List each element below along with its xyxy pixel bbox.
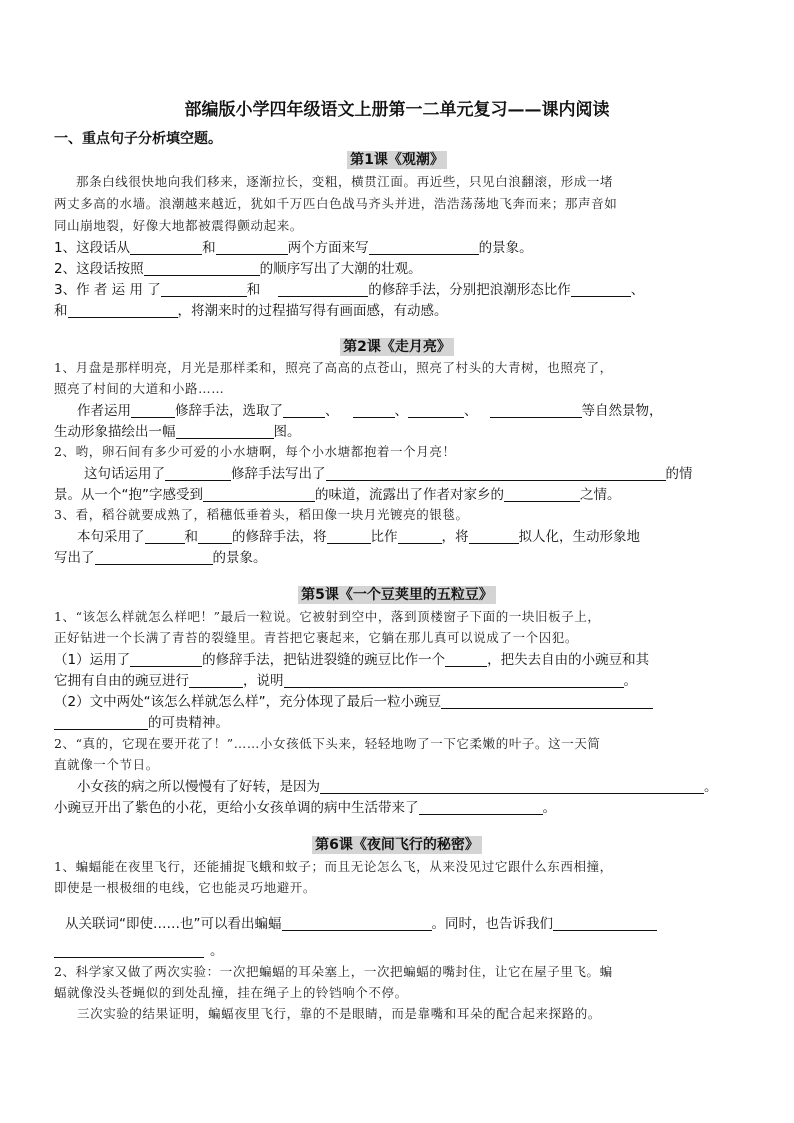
answer-blank[interactable] [571,282,631,297]
lesson-6-question-1: 从关联词“即使……也”可以看出蝙蝠 。同时，也告诉我们 [65,912,657,932]
answer-blank[interactable] [283,403,325,418]
lesson-1-question-3: 3、作 者 运 用 了 和 的修辞手法，分别把浪潮形态比作 、 [54,282,645,298]
lesson-2-title: 《走月亮》 [380,339,451,355]
answer-blank[interactable] [504,487,580,502]
answer-blank[interactable] [419,800,543,815]
answer-blank[interactable] [490,403,582,418]
answer-blank[interactable] [144,261,260,276]
lesson-1-question-3-cont: 和 ，将潮来时的过程描写得有画面感，有动感。 [54,303,448,319]
lesson-1-number: 第1课 [350,152,388,168]
lesson-2-question-2: 这句话运用了 修辞手法写出了 的情 [84,466,693,482]
lesson-2-question-2-cont: 景。从一个“抱”字感受到 的味道，流露出了作者对家乡的 之情。 [54,487,621,503]
lesson-2-passage-line: 照亮了村间的大道和小路…… [54,381,225,396]
lesson-2-question-3-cont: 写出了 的景象。 [54,550,267,566]
answer-blank[interactable] [284,673,624,688]
lesson-5-question-1-cont: 它拥有自由的豌豆进行 ，说明 。 [54,673,637,689]
answer-blank[interactable] [198,529,232,544]
lesson-6-passage-line: 1、蝙蝠能在夜里飞行，还能捕捉飞蛾和蚊子；而且无论怎么飞，从来没见过它跟什么东西相撞， [54,859,613,874]
lesson-5-passage-line: 1、“该怎么样就怎么样吧！”最后一粒说。它被射到空中，落到顶楼窗子下面的一块旧板子上， [54,609,601,624]
lesson-6-number: 第6课 [315,837,353,853]
lesson-2-question-1-cont: 生动形象描绘出一幅 图。 [54,424,301,440]
lesson-5-title: 《一个豆荚里的五粒豆》 [338,587,493,603]
lesson-2-heading [0,336,794,356]
answer-blank[interactable] [161,282,247,297]
answer-blank[interactable] [54,715,148,730]
answer-blank[interactable] [326,466,666,481]
lesson-5-number: 第5课 [301,587,339,603]
lesson-6-question-1-cont: 。 [54,939,224,959]
lesson-2-passage-line: 3、看，稻谷就要成熟了，稻穗低垂着头，稻田像一块月光镀亮的银毯。 [54,507,469,522]
lesson-6-title: 《夜间飞行的秘密》 [352,837,479,853]
lesson-2-passage-line: 1、月盘是那样明亮，月光是那样柔和，照亮了高高的点苍山，照亮了村头的大青树，也照亮了， [54,360,613,375]
answer-blank[interactable] [130,240,202,255]
lesson-2-number: 第2课 [343,339,381,355]
lesson-2-question-1: 作者运用 修辞手法，选取了 、 、 、 等自然景物， [77,403,663,419]
answer-blank[interactable] [131,403,175,418]
lesson-6-heading [0,834,794,854]
answer-blank[interactable] [327,529,371,544]
lesson-6-passage-line: 即使是一根极细的电线，它也能灵巧地避开。 [54,880,317,895]
answer-blank[interactable] [95,550,213,565]
answer-blank[interactable] [445,652,487,667]
answer-blank[interactable] [145,529,185,544]
answer-blank[interactable] [68,303,178,318]
answer-blank[interactable] [176,424,274,439]
answer-blank[interactable] [553,916,657,931]
lesson-6-passage-line: 三次实验的结果证明，蝙蝠夜里飞行，靠的不是眼睛，而是靠嘴和耳朵的配合起来探路的。 [77,1006,602,1021]
lesson-5-question-2-cont: 的可贵精神。 [54,711,229,731]
lesson-6-passage-line: 蝠就像没头苍蝇似的到处乱撞，挂在绳子上的铃铛响个不停。 [54,985,408,1000]
lesson-5-passage-line: 正好钻进一个长满了青苔的裂缝里。青苔把它裹起来，它躺在那儿真可以说成了一个囚犯。 [54,630,579,645]
answer-blank[interactable] [216,240,288,255]
lesson-5-passage-line: 2、“真的，它现在要开花了！”……小女孩低下头来，轻轻地吻了一下它柔嫩的叶子。这一天简 [54,736,601,751]
answer-blank[interactable] [353,403,395,418]
answer-blank[interactable] [441,694,653,709]
lesson-1-question-1: 1、这段话从 和 两个方面来写 的景象。 [54,240,533,256]
lesson-2-question-3: 本句采用了 和 的修辞手法，将 比作 ，将 拟人化，生动形象地 [77,529,640,545]
lesson-5-heading [0,584,794,604]
lesson-5-question-1: （1）运用了 的修辞手法，把钻进裂缝的豌豆比作一个 ，把失去自由的小豌豆和其 [54,652,650,668]
answer-blank[interactable] [469,529,519,544]
lesson-5-question-2: （2）文中两处“该怎么样就怎么样”，充分体现了最后一粒小豌豆 [54,690,653,710]
answer-blank[interactable] [189,673,243,688]
answer-blank[interactable] [278,282,368,297]
page-title: 部编版小学四年级语文上册第一二单元复习——课内阅读 [184,100,610,120]
lesson-1-question-2: 2、这段话按照 的顺序写出了大潮的壮观。 [54,261,422,277]
answer-blank[interactable] [408,403,464,418]
lesson-1-passage-line: 同山崩地裂，好像大地都被震得颤动起来。 [54,218,303,233]
answer-blank[interactable] [320,779,704,794]
lesson-1-passage-line: 那条白线很快地向我们移来，逐渐拉长，变粗，横贯江面。再近些，只见白浪翻滚，形成一堵 [76,174,614,189]
lesson-5-question-3: 小女孩的病之所以慢慢有了好转，是因为 。 [77,779,718,795]
lesson-1-heading [0,149,794,169]
lesson-1-title: 《观潮》 [387,152,444,168]
lesson-5-question-3-cont: 小豌豆开出了紫色的小花，更给小女孩单调的病中生活带来了 。 [54,800,556,816]
lesson-2-passage-line: 2、哟，卵石间有多少可爱的小水塘啊，每个小水塘都抱着一个月亮！ [54,444,456,459]
answer-blank[interactable] [54,943,204,958]
answer-blank[interactable] [282,916,432,931]
answer-blank[interactable] [165,466,231,481]
answer-blank[interactable] [203,487,315,502]
lesson-5-passage-line: 直就像一个节日。 [54,757,159,772]
lesson-1-passage-line: 两丈多高的水墙。浪潮越来越近，犹如千万匹白色战马齐头并进，浩浩荡荡地飞奔而来；那声音如 [54,196,618,211]
section-heading: 一、重点句子分析填空题。 [54,131,222,147]
lesson-6-passage-line: 2、科学家又做了两次实验：一次把蝙蝠的耳朵塞上，一次把蝙蝠的嘴封住，让它在屋子里飞。蝙 [54,964,613,979]
answer-blank[interactable] [130,652,202,667]
answer-blank[interactable] [398,529,442,544]
answer-blank[interactable] [369,240,479,255]
